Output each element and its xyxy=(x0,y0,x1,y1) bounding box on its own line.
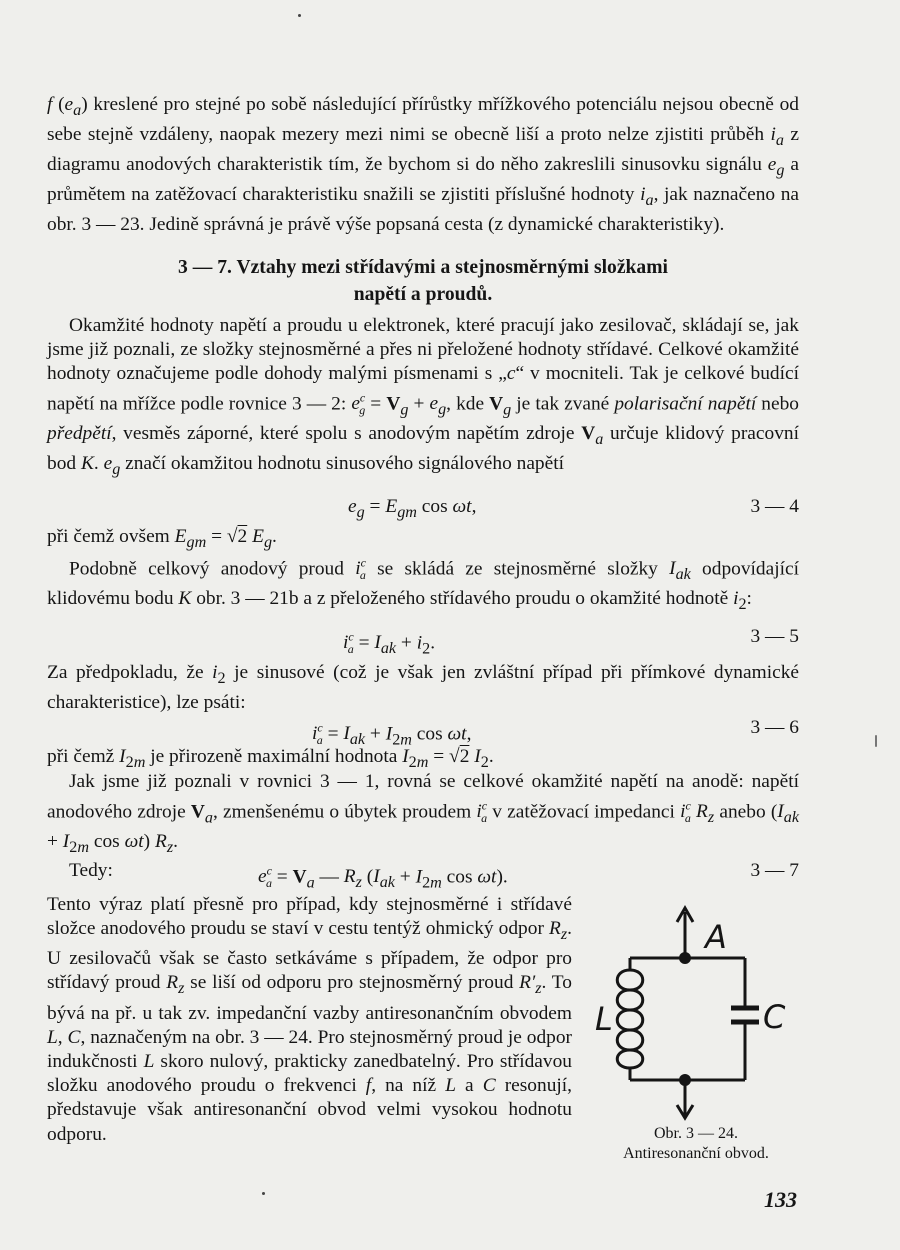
label-C: C xyxy=(763,998,786,1036)
figure-caption-title: Antiresonanční obvod. xyxy=(623,1145,769,1162)
paragraph-7: Jak jsme již poznali v rovnici 3 — 1, rovná se celkové okamžité napětí na anodě: napětí anodového zdroje $V_a$, zmenšenému o úbytek proudem $i^c_a$ v zatěžovací impedanci $i^c_a$ $R_z$ anebo ($I_{ak} + I_{2m}$ cos ωt) $R_z$. xyxy=(47,771,800,857)
paragraph-2: Okamžité hodnoty napětí a proudu u elektronek, které pracují jako zesilovač, skládají se, jak jsme již poznali, ze složky stejnosměrné a přes ni přeložené hodnoty střídavé. Celkové okamžité hodnoty označujeme podle dohody malými písmenami s „c“ v mocniteli. Tak je celkové budící napětí na mřížce podle rovnice 3 — 2: $e^c_g = V_g + e_g$, kde $V_g$ je tak zvané polarisační napětí nebo předpětí, vesměs záporné, které spolu s anodovým napětím zdroje $V_a$ určuje klidový pracovní bod K. $e_g$ značí okamžitou hodnotu sinusového signálového napětí xyxy=(47,315,799,479)
section-heading xyxy=(47,254,799,308)
equation-3-5: $i^c_a = I_{ak} + i_2$. xyxy=(343,630,436,658)
paragraph-intro xyxy=(47,93,799,237)
label-A: A xyxy=(705,918,727,956)
paragraph-block-2 xyxy=(47,314,799,482)
paragraph-1: f $(e_a)$ kreslené pro stejné po sobě následující přírůstky mřížkového potenciálu nejsou obecně od sebe stejně vzdáleny, naopak mezery mezi nimi se obecně liší a proto nelze zjistiti průběh $i_a$ z diagramu anodových charakteristik tím, že bychom si do něho zakreslili sinusovku signálu $e_g$ a průmětem na zatěžovací charakteristiku snažili se zjistiti příslušné hodnoty $i_a$, jak naznačeno na obr. 3 — 23. Jedině správná je právě výše popsaná cesta (z dynamické charakteristiky). xyxy=(47,94,799,235)
paragraph-4: Podobně celkový anodový proud $i^c_a$ se skládá ze stejnosměrné složky $I_{ak}$ odpovídající klidovému bodu K obr. 3 — 21b a z přeloženého střídavého proudu o okamžité hodnotě $i_2$: xyxy=(47,556,799,614)
label-L: L xyxy=(595,1000,613,1038)
equation-number-3-5: 3 — 5 xyxy=(750,626,799,647)
equation-number-3-4: 3 — 4 xyxy=(750,496,799,517)
section-heading-line-2: napětí a proudů. xyxy=(353,284,493,305)
bottom-node-dot xyxy=(679,1074,691,1086)
equation-3-7-lead: Tedy: xyxy=(69,860,113,881)
section-heading-line-1: 3 — 7. Vztahy mezi střídavými a stejnosměrnými složkami xyxy=(178,257,668,278)
scan-speck xyxy=(298,14,301,17)
equation-3-6: $i^c_a = I_{ak} + I_{2m}$ cos ωt, xyxy=(312,721,472,749)
top-node-dot xyxy=(679,952,691,964)
scan-speck xyxy=(875,735,877,747)
paragraph-6: při čemž $I_{2m}$ je přirozeně maximální hodnota $I_{2m} = √2$ $I_2$. xyxy=(47,746,494,771)
scan-speck xyxy=(262,1192,265,1195)
figure-caption-number: Obr. 3 — 24. xyxy=(654,1125,738,1142)
equation-number-3-6: 3 — 6 xyxy=(750,717,799,738)
paragraph-8: Tento výraz platí přesně pro případ, kdy stejnosměrné i střídavé složce anodového proudu se staví v cestu tentýž ohmický odpor $R_z$. U zesilovačů však se často setkáváme s případem, že odpor pro střídavý proud $R_z$ se liší od odporu pro stejnosměrný proud $R'_z$. To bývá na př. u tak zv. impedanční vazby antiresonančním obvodem L, C, naznačeným na obr. 3 — 24. Pro stejnosměrný proud je odpor indukčnosti L skoro nulový, prakticky zanedbatelný. Pro střídavou složku anodového proudu o frekvenci f, na níž L a C resonují, představuje však antiresonanční obvod velmi vysokou hodnotu odporu. xyxy=(47,894,573,1145)
antiresonant-circuit-diagram xyxy=(595,900,795,1130)
equation-3-7: $e^c_a = V_a$ — $R_z$ ($I_{ak} + I_{2m}$ cos ωt). xyxy=(258,864,508,892)
equation-number-3-7: 3 — 7 xyxy=(750,860,799,881)
paragraph-3: při čemž ovšem $E_{gm} = √2$ $E_g$. xyxy=(47,526,277,551)
page-number: 133 xyxy=(764,1187,797,1212)
equation-3-4: $e_g = E_{gm}$ cos ωt, xyxy=(348,496,477,521)
paragraph-5: Za předpokladu, že $i_2$ je sinusové (což je však jen zvláštní případ při přímkové dynamické charakteristice), lze psáti: xyxy=(47,662,799,713)
figure-caption xyxy=(596,1124,796,1164)
